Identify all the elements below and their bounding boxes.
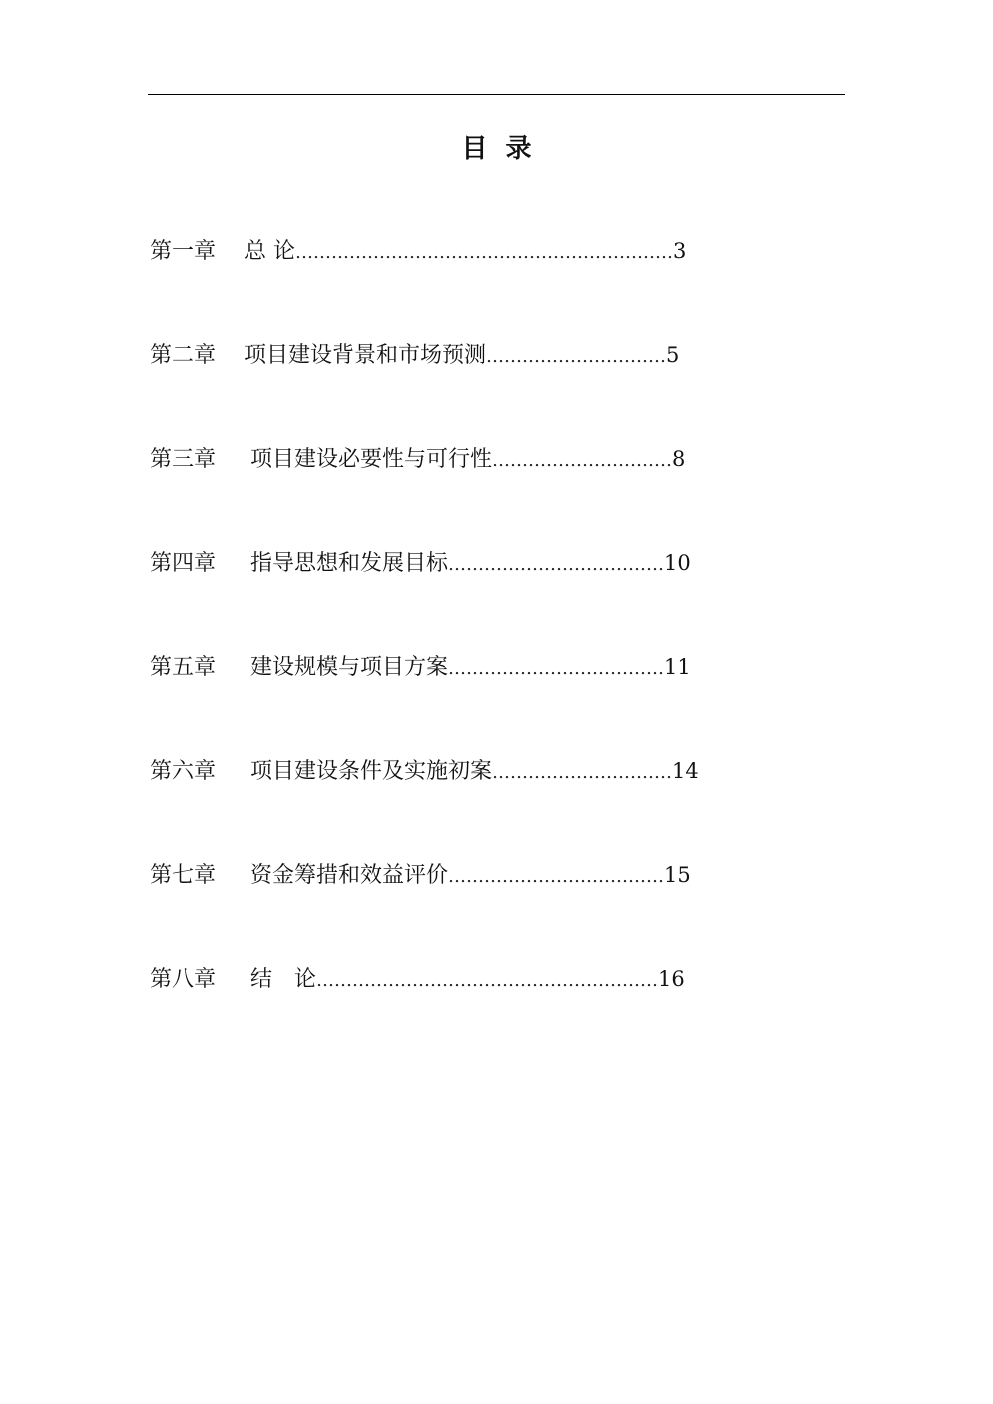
toc-chapter-label: 第四章 <box>150 551 217 576</box>
toc-chapter-label: 第五章 <box>150 655 217 680</box>
toc-chapter-label: 第一章 <box>150 239 217 264</box>
toc-entry-7[interactable] <box>150 860 691 890</box>
toc-page-number: 3 <box>673 239 687 263</box>
toc-entry-1[interactable] <box>150 236 686 266</box>
toc-page-number: 10 <box>664 551 691 575</box>
toc-page-number: 15 <box>664 863 691 887</box>
toc-entry-2[interactable] <box>150 340 679 370</box>
toc-entry-3[interactable] <box>150 444 685 474</box>
toc-chapter-label: 第三章 <box>150 447 217 472</box>
toc-heading: 总 论 <box>244 239 295 264</box>
toc-leader: ………………………… <box>492 450 673 471</box>
toc-entry-8[interactable] <box>150 964 685 994</box>
toc-leader: ………………………… <box>486 346 667 367</box>
toc-leader: ………………………………………………… <box>316 970 659 991</box>
toc-entry-5[interactable] <box>150 652 691 682</box>
toc-chapter-label: 第八章 <box>150 967 217 992</box>
toc-page-number: 14 <box>672 759 699 783</box>
toc-leader: ……………………………… <box>448 554 665 575</box>
page-title: 目 录 <box>461 134 532 164</box>
toc-heading: 项目建设必要性与可行性 <box>250 447 493 472</box>
toc-heading: 项目建设条件及实施初案 <box>250 759 493 784</box>
toc-entry-4[interactable] <box>150 548 691 578</box>
toc-heading: 指导思想和发展目标 <box>250 551 449 576</box>
toc-leader: ………………………… <box>492 762 673 783</box>
toc-page-number: 16 <box>658 967 685 991</box>
toc-chapter-label: 第七章 <box>150 863 217 888</box>
toc-page-number: 8 <box>672 447 686 471</box>
toc-heading: 建设规模与项目方案 <box>250 655 449 680</box>
toc-heading: 项目建设背景和市场预测 <box>244 343 487 368</box>
toc-heading: 资金筹措和效益评价 <box>250 863 449 888</box>
toc-page-number: 11 <box>664 655 691 679</box>
toc-chapter-label: 第六章 <box>150 759 217 784</box>
header-rule <box>148 94 845 95</box>
toc-entry-6[interactable] <box>150 756 699 786</box>
toc-chapter-label: 第二章 <box>150 343 217 368</box>
toc-leader: ……………………………… <box>448 866 665 887</box>
toc-heading: 结 论 <box>250 967 317 992</box>
toc-page-number: 5 <box>666 343 680 367</box>
toc-leader: ……………………………………………………… <box>295 242 673 263</box>
toc-leader: ……………………………… <box>448 658 665 679</box>
